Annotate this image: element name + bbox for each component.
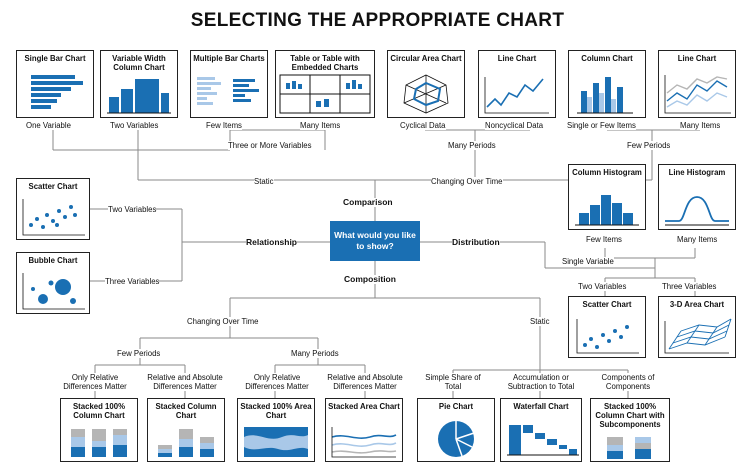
label-three-or-more-variables: Three or More Variables bbox=[228, 141, 312, 150]
chart-title: Multiple Bar Charts bbox=[193, 54, 265, 63]
multiple-bar-charts-box bbox=[190, 50, 268, 118]
label-few-items-histogram: Few Items bbox=[586, 235, 622, 244]
circular-area-chart-box bbox=[387, 50, 465, 118]
label-many-items-histogram: Many Items bbox=[677, 235, 718, 244]
chart-title: Stacked Area Chart bbox=[328, 402, 400, 411]
label-simple-share: Simple Share of Total bbox=[423, 373, 483, 391]
stacked-column-icon bbox=[148, 423, 224, 461]
chart-title: Single Bar Chart bbox=[24, 54, 86, 63]
stacked-column-box bbox=[147, 398, 225, 462]
variable-width-column-box bbox=[100, 50, 178, 118]
column-histogram-box bbox=[568, 164, 646, 230]
single-bar-icon bbox=[17, 71, 93, 117]
stacked-area-box bbox=[325, 398, 403, 462]
chart-title: Column Histogram bbox=[572, 168, 642, 177]
scatter-icon bbox=[569, 311, 645, 357]
column-chart-box bbox=[568, 50, 646, 118]
label-only-relative-2: Only Relative Differences Matter bbox=[240, 373, 314, 391]
multi-line-icon bbox=[659, 71, 735, 117]
branch-distribution: Distribution bbox=[452, 237, 500, 247]
table-embedded-charts-box bbox=[275, 50, 375, 118]
line-chart-box-2 bbox=[658, 50, 736, 118]
label-cyclical-data: Cyclical Data bbox=[400, 121, 446, 130]
label-few-items: Few Items bbox=[206, 121, 242, 130]
stacked100-column-box bbox=[60, 398, 138, 462]
label-two-variables: Two Variables bbox=[110, 121, 159, 130]
stacked100-subcomponents-box bbox=[590, 398, 670, 462]
chart-title: Variable Width Column Chart bbox=[112, 54, 166, 72]
label-static-top: Static bbox=[254, 177, 274, 186]
label-only-relative-1: Only Relative Differences Matter bbox=[60, 373, 130, 391]
label-single-variable: Single Variable bbox=[562, 257, 614, 266]
stacked-area-icon bbox=[326, 423, 402, 461]
chart-title: Line Chart bbox=[497, 54, 537, 63]
waterfall-chart-box bbox=[500, 398, 582, 462]
pie-chart-box bbox=[417, 398, 495, 462]
branch-comparison: Comparison bbox=[343, 197, 393, 207]
scatter-chart-box bbox=[16, 178, 90, 240]
label-many-periods: Many Periods bbox=[448, 141, 496, 150]
scatter-chart-box-2 bbox=[568, 296, 646, 358]
chart-title: Stacked 100% Column Chart bbox=[72, 402, 125, 420]
chart-title: Bubble Chart bbox=[28, 256, 78, 265]
chart-title: Scatter Chart bbox=[582, 300, 632, 309]
chart-title: Line Chart bbox=[677, 54, 717, 63]
3d-area-icon bbox=[659, 311, 735, 357]
chart-title: Pie Chart bbox=[438, 402, 474, 411]
label-relative-absolute-1: Relative and Absolute Differences Matter bbox=[140, 373, 230, 391]
label-single-or-few-items: Single or Few Items bbox=[567, 121, 636, 130]
stacked100-area-box bbox=[237, 398, 315, 462]
waterfall-icon bbox=[501, 411, 581, 461]
label-many-items-right: Many Items bbox=[680, 121, 721, 130]
pie-icon bbox=[418, 411, 494, 461]
label-three-variables-distribution: Three Variables bbox=[662, 282, 717, 291]
3d-area-chart-box bbox=[658, 296, 736, 358]
chart-title: Stacked 100% Column Chart with Subcomponents bbox=[595, 402, 665, 429]
label-one-variable: One Variable bbox=[26, 121, 71, 130]
branch-relationship: Relationship bbox=[246, 237, 298, 247]
line-chart-box-1 bbox=[478, 50, 556, 118]
line-histogram-box bbox=[658, 164, 736, 230]
column-chart-icon bbox=[569, 71, 645, 117]
label-static-bottom: Static bbox=[530, 317, 550, 326]
bubble-chart-box bbox=[16, 252, 90, 314]
center-question-box: What would you like to show? bbox=[330, 221, 420, 261]
chart-title: Waterfall Chart bbox=[513, 402, 569, 411]
label-changing-over-time-top: Changing Over Time bbox=[431, 177, 503, 186]
branch-composition: Composition bbox=[344, 274, 396, 284]
label-accumulation: Accumulation or Subtraction to Total bbox=[500, 373, 582, 391]
label-few-periods-bottom: Few Periods bbox=[117, 349, 161, 358]
radar-icon bbox=[388, 71, 464, 117]
label-three-variables-relationship: Three Variables bbox=[105, 277, 160, 286]
label-many-periods-bottom: Many Periods bbox=[291, 349, 339, 358]
chart-title: Table or Table with Embedded Charts bbox=[290, 54, 360, 72]
scatter-icon bbox=[17, 193, 89, 239]
multiple-bar-icon bbox=[191, 71, 267, 117]
label-noncyclical-data: Noncyclical Data bbox=[485, 121, 544, 130]
stacked100-area-icon bbox=[238, 423, 314, 461]
table-icon bbox=[276, 71, 374, 117]
label-relative-absolute-2: Relative and Absolute Differences Matter bbox=[320, 373, 410, 391]
bubble-icon bbox=[17, 267, 89, 313]
chart-title: Stacked 100% Area Chart bbox=[240, 402, 312, 420]
label-two-variables-relationship: Two Variables bbox=[108, 205, 157, 214]
single-bar-chart-box bbox=[16, 50, 94, 118]
variable-width-icon bbox=[101, 71, 177, 117]
label-components: Components of Components bbox=[596, 373, 660, 391]
chart-title: Line Histogram bbox=[668, 168, 726, 177]
label-many-items: Many Items bbox=[300, 121, 341, 130]
label-two-variables-distribution: Two Variables bbox=[578, 282, 627, 291]
column-histogram-icon bbox=[569, 187, 645, 229]
chart-title: Stacked Column Chart bbox=[155, 402, 217, 420]
stacked100-column-icon bbox=[61, 423, 137, 461]
chart-title: Scatter Chart bbox=[28, 182, 78, 191]
chart-title: Circular Area Chart bbox=[390, 54, 462, 63]
label-changing-over-time-bottom: Changing Over Time bbox=[187, 317, 259, 326]
chart-title: Column Chart bbox=[581, 54, 633, 63]
line-chart-icon bbox=[479, 71, 555, 117]
diagram-title: SELECTING THE APPROPRIATE CHART bbox=[190, 10, 565, 31]
stacked-subcomponents-icon bbox=[591, 433, 669, 461]
label-few-periods: Few Periods bbox=[627, 141, 671, 150]
chart-title: 3-D Area Chart bbox=[669, 300, 725, 309]
line-histogram-icon bbox=[659, 187, 735, 229]
